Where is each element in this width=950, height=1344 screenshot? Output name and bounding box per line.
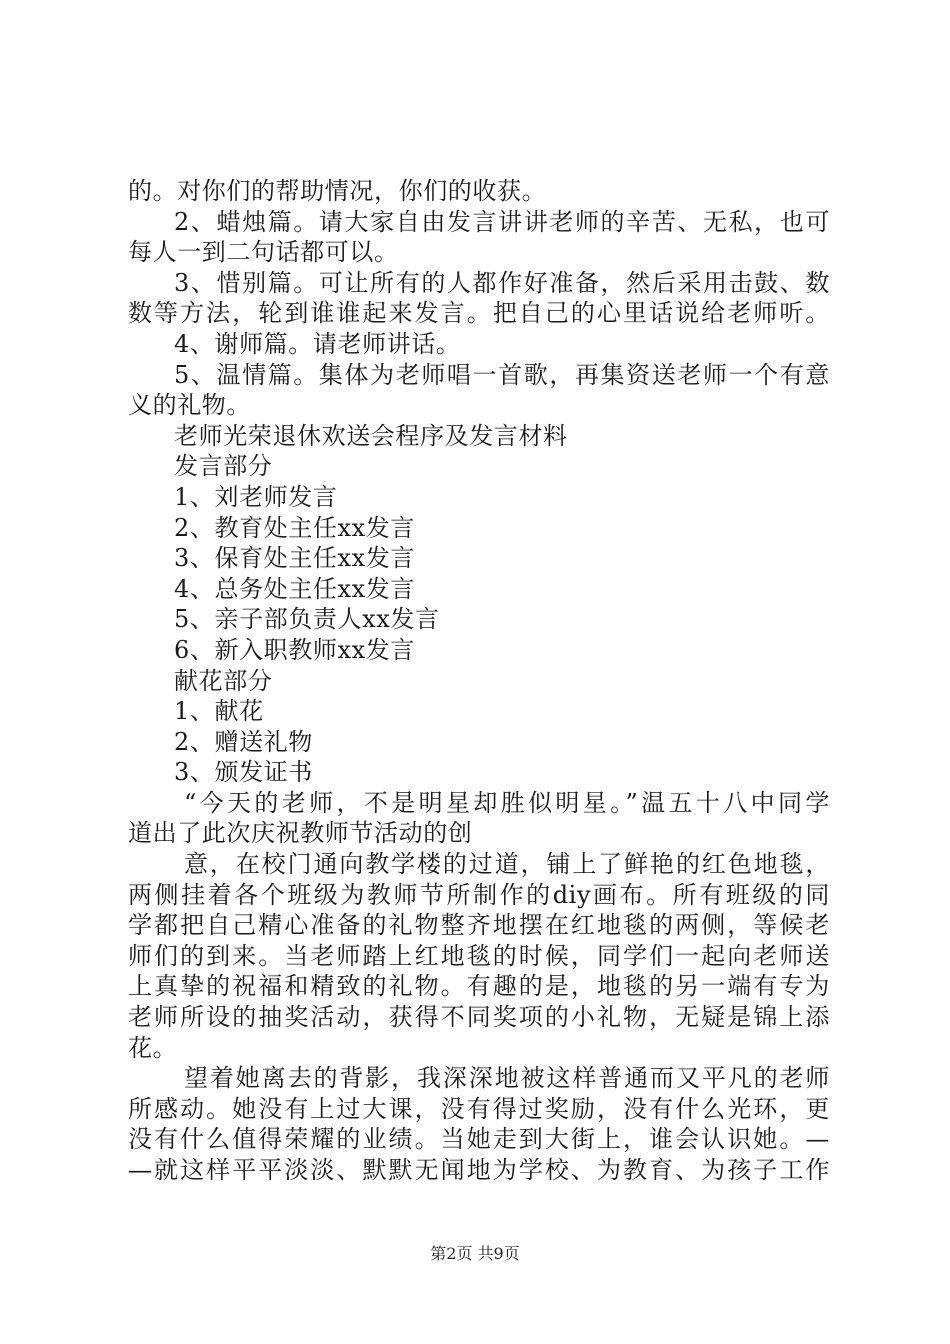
text-line: 没有什么值得荣耀的业绩。当她走到大街上，谁会认识她。— [128,1125,830,1154]
section-heading: 发言部分 [174,452,273,481]
text-line: 义的礼物。 [128,391,251,420]
text-line: 花。 [128,1033,178,1062]
list-item: 4、总务处主任xx发言 [174,574,415,603]
text-line: 每人一到二句话都可以。 [128,238,399,267]
text-line: 4、谢师篇。请老师讲话。 [174,329,461,358]
list-item: 5、亲子部负责人xx发言 [174,605,440,634]
text-line: —就这样平平淡淡、默默无闻地为学校、为教育、为孩子工作 [128,1156,830,1184]
list-item: 3、保育处主任xx发言 [174,544,415,573]
text-line: 的。对你们的帮助情况，你们的收获。 [128,177,547,205]
list-item: 1、献花 [174,697,264,726]
text-line: 道出了此次庆祝教师节活动的创 [128,819,473,848]
section-heading: 献花部分 [174,666,273,695]
text-line: 2、蜡烛篇。请大家自由发言讲讲老师的辛苦、无私，也可 [174,207,830,236]
section-heading: 老师光荣退休欢送会程序及发言材料 [174,421,568,450]
text-line: 学都把自己精心准备的礼物整齐地摆在红地毯的两侧，等候老 [128,911,830,940]
list-item: 2、赠送礼物 [174,727,313,756]
list-item: 6、新入职教师xx发言 [174,635,415,664]
text-line: 两侧挂着各个班级为教师节所制作的diy画布。所有班级的同 [128,880,830,909]
text-line: 5、温情篇。集体为老师唱一首歌，再集资送老师一个有意 [174,360,830,389]
text-line: 所感动。她没有上过大课，没有得过奖励，没有什么光环，更 [128,1094,830,1123]
text-line: 意，在校门通向教学楼的过道，铺上了鲜艳的红色地毯， [184,850,830,879]
list-item: 1、刘老师发言 [174,482,338,511]
document-body [128,176,830,1186]
text-line: 老师所设的抽奖活动，获得不同奖项的小礼物，无疑是锦上添 [128,1003,830,1032]
list-item: 2、教育处主任xx发言 [174,513,415,542]
text-line: 上真挚的祝福和精致的礼物。有趣的是，地毯的另一端有专为 [128,972,830,1001]
text-line: “今天的老师，不是明星却胜似明星。”温五十八中同学 [184,788,830,817]
page-number: 第2页 共9页 [430,1244,520,1263]
text-line: 望着她离去的背影，我深深地被这样普通而又平凡的老师 [184,1064,830,1093]
list-item: 3、颁发证书 [174,758,313,787]
text-line: 数等方法，轮到谁谁起来发言。把自己的心里话说给老师听。 [128,299,830,328]
text-line: 3、惜别篇。可让所有的人都作好准备，然后采用击鼓、数 [174,268,830,297]
text-line: 师们的到来。当老师踏上红地毯的时候，同学们一起向老师送 [128,941,830,970]
